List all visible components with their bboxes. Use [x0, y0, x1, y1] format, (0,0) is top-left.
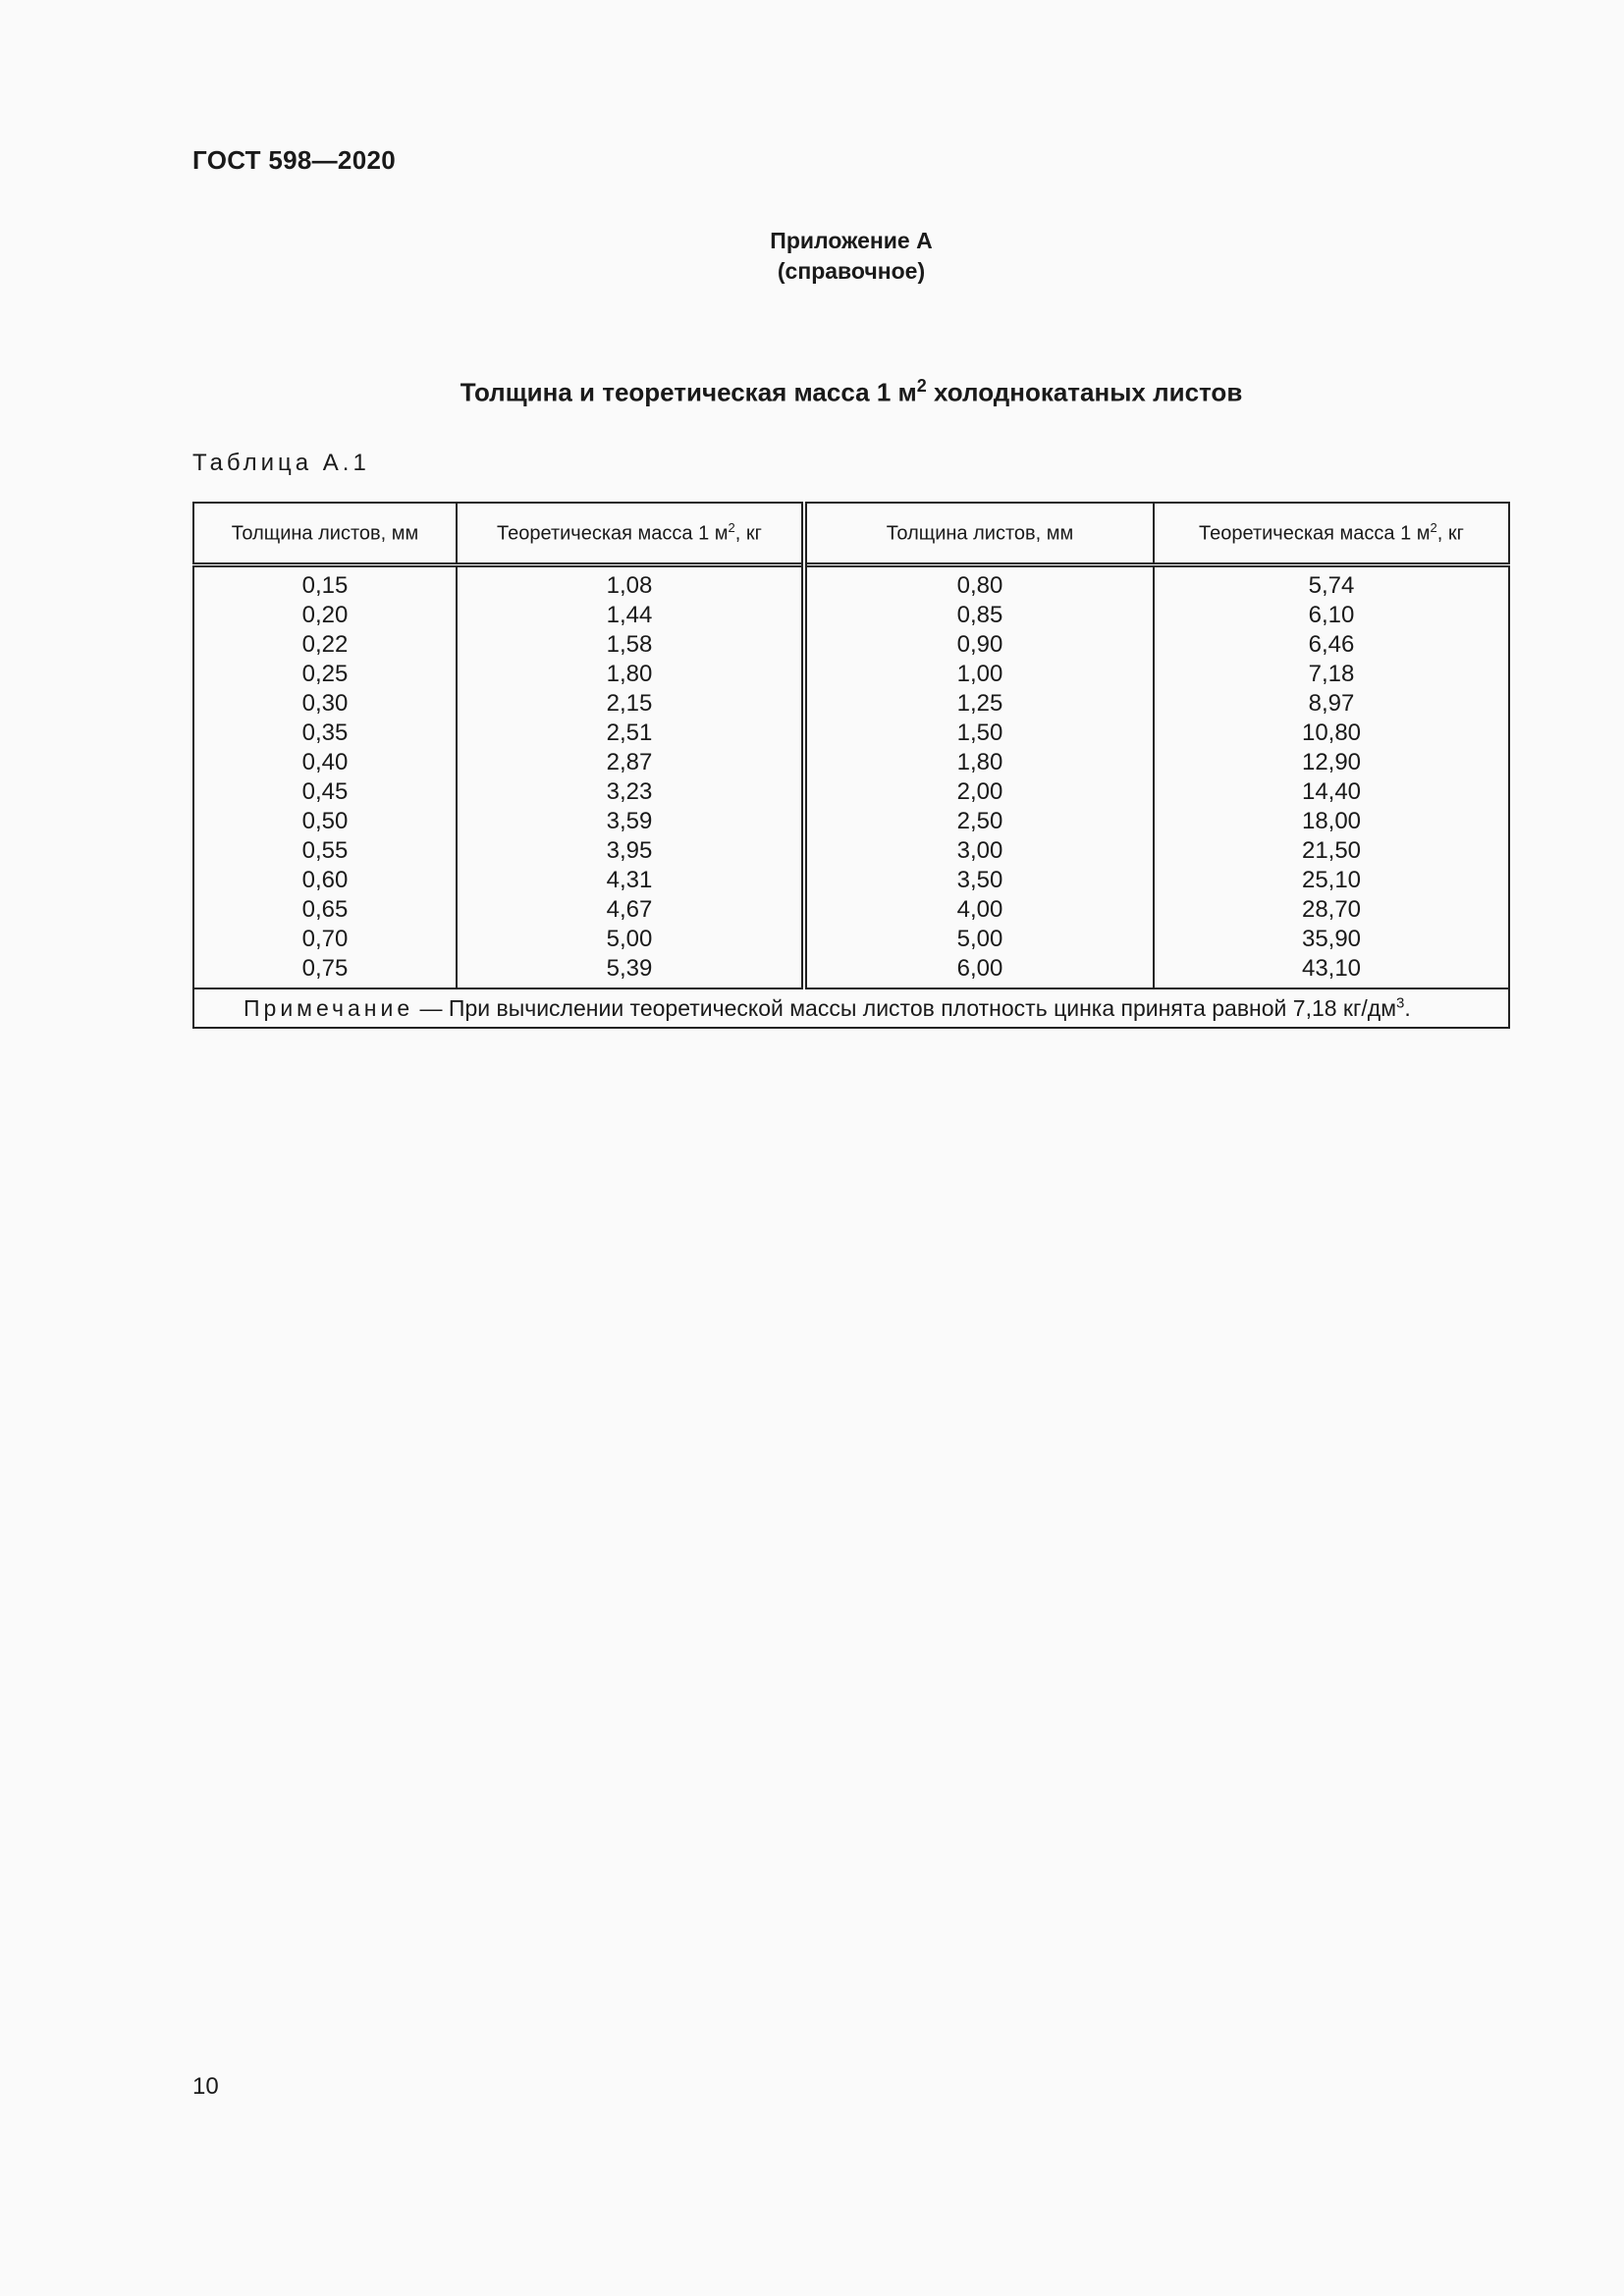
table-cell: 0,75	[193, 954, 457, 988]
table-row	[193, 689, 1509, 719]
table-cell: 5,00	[804, 925, 1154, 954]
note-end: .	[1404, 995, 1411, 1021]
table-row	[193, 719, 1509, 748]
table-cell: 0,25	[193, 660, 457, 689]
table-cell: 0,22	[193, 630, 457, 660]
table-cell: 35,90	[1154, 925, 1509, 954]
table-cell: 14,40	[1154, 777, 1509, 807]
annex-type: (справочное)	[777, 258, 926, 284]
table-row	[193, 895, 1509, 925]
table-cell: 1,08	[457, 565, 804, 602]
table-cell: 6,10	[1154, 601, 1509, 630]
table-cell: 4,00	[804, 895, 1154, 925]
table-cell: 1,80	[804, 748, 1154, 777]
title-text: Толщина и теоретическая масса 1 м	[460, 377, 917, 407]
table-row	[193, 866, 1509, 895]
table-cell: 0,90	[804, 630, 1154, 660]
column-header-unit: , кг	[1436, 522, 1464, 545]
note-label: Примечание	[244, 995, 414, 1021]
table-note	[193, 988, 1509, 1028]
table-cell: 4,67	[457, 895, 804, 925]
annex-title: Приложение А	[770, 228, 933, 253]
section-title	[0, 376, 1624, 408]
table-row	[193, 630, 1509, 660]
table-row	[193, 601, 1509, 630]
column-header	[804, 503, 1154, 565]
column-header-superscript: 2	[728, 520, 735, 536]
table-cell: 5,74	[1154, 565, 1509, 602]
table-cell: 1,25	[804, 689, 1154, 719]
table-cell: 0,15	[193, 565, 457, 602]
table-cell: 6,00	[804, 954, 1154, 988]
table-cell: 12,90	[1154, 748, 1509, 777]
table-caption: Таблица А.1	[192, 450, 370, 476]
table-cell: 1,00	[804, 660, 1154, 689]
table-row	[193, 807, 1509, 836]
table-row	[193, 925, 1509, 954]
table-note-row	[193, 988, 1509, 1028]
table-cell: 0,60	[193, 866, 457, 895]
table-cell: 28,70	[1154, 895, 1509, 925]
table-cell: 0,55	[193, 836, 457, 866]
column-header-text: Теоретическая масса 1 м	[1199, 522, 1431, 545]
title-superscript: 2	[916, 376, 927, 396]
table-row	[193, 777, 1509, 807]
column-header	[1154, 503, 1509, 565]
table-cell: 5,39	[457, 954, 804, 988]
table-cell: 1,80	[457, 660, 804, 689]
column-header-superscript: 2	[1430, 520, 1437, 536]
table-row	[193, 954, 1509, 988]
column-header-text: Теоретическая масса 1 м	[497, 522, 729, 545]
column-header-unit: , кг	[734, 522, 762, 545]
page-number: 10	[192, 2073, 219, 2100]
table-cell: 10,80	[1154, 719, 1509, 748]
table-cell: 8,97	[1154, 689, 1509, 719]
column-header	[193, 503, 457, 565]
table-cell: 2,15	[457, 689, 804, 719]
table-cell: 0,30	[193, 689, 457, 719]
table-cell: 2,00	[804, 777, 1154, 807]
table-cell: 2,51	[457, 719, 804, 748]
annex-heading	[0, 226, 1624, 287]
table-row	[193, 836, 1509, 866]
table-cell: 3,23	[457, 777, 804, 807]
document-id: ГОСТ 598—2020	[192, 145, 396, 175]
table-cell: 0,65	[193, 895, 457, 925]
table-cell: 3,00	[804, 836, 1154, 866]
thickness-mass-table	[192, 502, 1510, 1029]
table-cell: 2,87	[457, 748, 804, 777]
table-cell: 0,80	[804, 565, 1154, 602]
table-cell: 0,20	[193, 601, 457, 630]
table-row	[193, 748, 1509, 777]
table-cell: 25,10	[1154, 866, 1509, 895]
table-cell: 3,50	[804, 866, 1154, 895]
table-cell: 43,10	[1154, 954, 1509, 988]
note-text: — При вычислении теоретической массы листов плотность цинка принята равной 7,18 кг/дм	[413, 995, 1397, 1021]
note-superscript: 3	[1396, 994, 1405, 1012]
table-header-row	[193, 503, 1509, 565]
table-cell: 0,50	[193, 807, 457, 836]
table-cell: 0,45	[193, 777, 457, 807]
table-cell: 21,50	[1154, 836, 1509, 866]
table-cell: 6,46	[1154, 630, 1509, 660]
table-cell: 0,40	[193, 748, 457, 777]
table-cell: 0,70	[193, 925, 457, 954]
table-cell: 3,95	[457, 836, 804, 866]
table-cell: 1,44	[457, 601, 804, 630]
table-cell: 3,59	[457, 807, 804, 836]
column-header-text: Толщина листов, мм	[886, 522, 1074, 545]
table-cell: 1,50	[804, 719, 1154, 748]
table-row	[193, 660, 1509, 689]
table-cell: 5,00	[457, 925, 804, 954]
table-container	[192, 502, 1508, 1029]
table-cell: 7,18	[1154, 660, 1509, 689]
table-cell: 18,00	[1154, 807, 1509, 836]
column-header	[457, 503, 804, 565]
table-row	[193, 565, 1509, 602]
table-cell: 0,35	[193, 719, 457, 748]
table-cell: 4,31	[457, 866, 804, 895]
table-cell: 2,50	[804, 807, 1154, 836]
table-cell: 1,58	[457, 630, 804, 660]
title-text-after: холоднокатаных листов	[926, 377, 1243, 407]
table-cell: 0,85	[804, 601, 1154, 630]
column-header-text: Толщина листов, мм	[231, 522, 419, 545]
